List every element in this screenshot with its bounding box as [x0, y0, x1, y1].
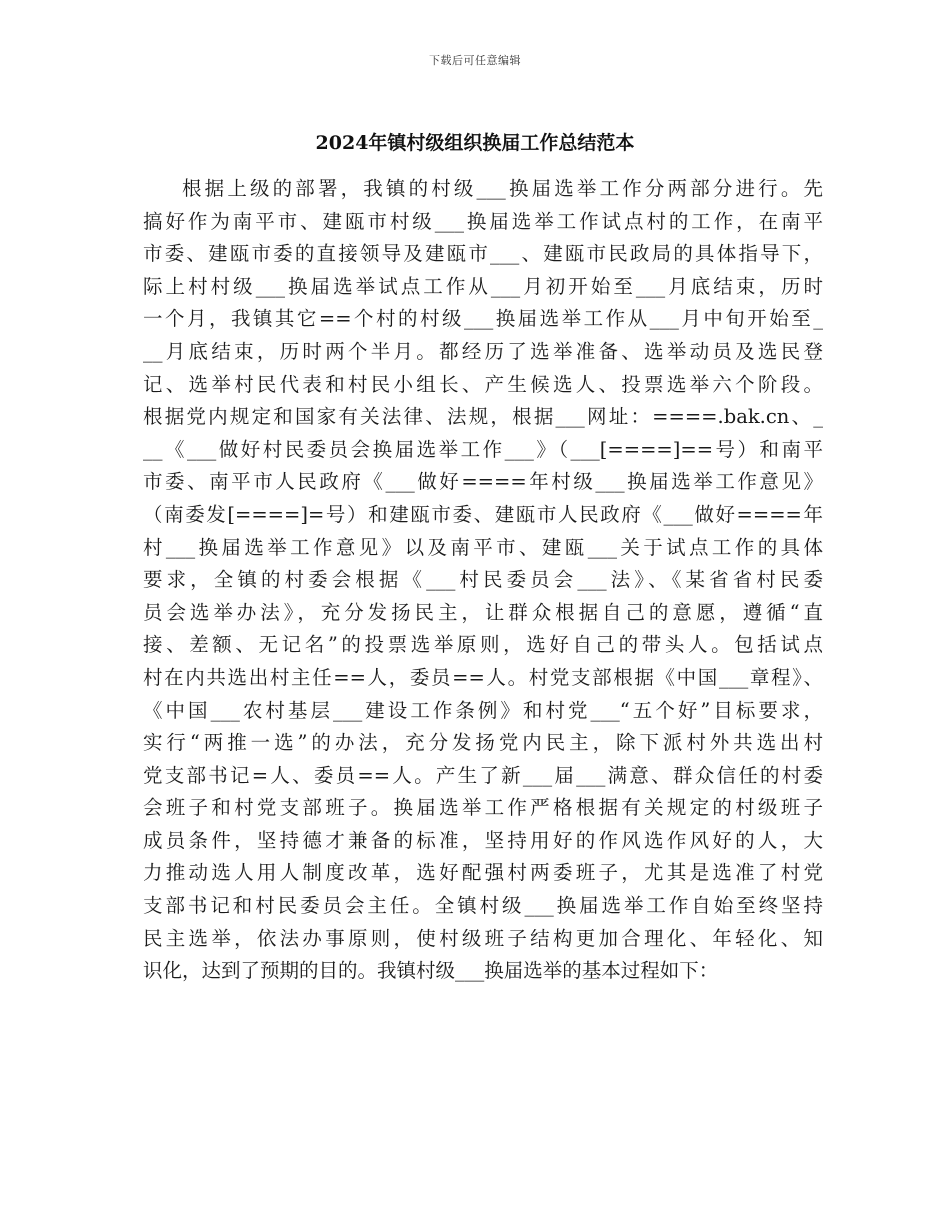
body-line: 要求，全镇的村委会根据《___村民委员会___法》、《某省省村民委 — [143, 568, 823, 592]
body-line: 党支部书记=人、委员==人。产生了新___届___满意、群众信任的村委 — [143, 763, 823, 787]
body-line: 民主选举，依法办事原则，使村级班子结构更加合理化、年轻化、知 — [143, 926, 823, 950]
body-line: 根据上级的部署，我镇的村级___换届选举工作分两部分进行。先 — [182, 177, 823, 200]
body-line: 力推动选人用人制度改革，选好配强村两委班子，尤其是选准了村党 — [143, 861, 823, 885]
body-line: 支部书记和村民委员会主任。全镇村级___换届选举工作自始至终坚持 — [143, 894, 823, 918]
body-line: 村___换届选举工作意见》以及南平市、建瓯___关于试点工作的具体 — [143, 535, 823, 559]
body-line: 记、选举村民代表和村民小组长、产生候选人、投票选举六个阶段。 — [143, 372, 823, 396]
body-line: 识化，达到了预期的目的。我镇村级___换届选举的基本过程如下： — [143, 959, 719, 983]
body-line: 实行“两推一选”的办法，充分发扬党内民主，除下派村外共选出村 — [143, 731, 823, 755]
body-line: 一个月，我镇其它==个村的村级___换届选举工作从___月中旬开始至_ — [143, 307, 823, 331]
body-line: 搞好作为南平市、建瓯市村级___换届选举工作试点村的工作，在南平 — [143, 209, 823, 233]
body-line: 际上村村级___换届选举试点工作从___月初开始至___月底结束，历时 — [143, 274, 823, 298]
body-line: 成员条件，坚持德才兼备的标准，坚持用好的作风选作风好的人，大 — [143, 828, 823, 852]
body-line: 市委、南平市人民政府《___做好====年村级___换届选举工作意见》 — [143, 470, 823, 494]
body-line: 接、差额、无记名”的投票选举原则，选好自己的带头人。包括试点 — [143, 633, 823, 657]
body-line: __《___做好村民委员会换届选举工作___》（___[====]==号）和南平 — [143, 437, 823, 461]
document-title: 2024年镇村级组织换届工作总结范本 — [315, 132, 635, 154]
body-line: 《中国___农村基层___建设工作条例》和村党___“五个好”目标要求， — [143, 698, 823, 722]
body-line: 市委、建瓯市委的直接领导及建瓯市___、建瓯市民政局的具体指导下， — [143, 242, 823, 266]
body-line: 村在内共选出村主任==人，委员==人。村党支部根据《中国___章程》、 — [143, 665, 823, 689]
body-text — [143, 173, 823, 988]
body-line: （南委发[====]=号）和建瓯市委、建瓯市人民政府《___做好====年 — [143, 502, 823, 526]
header-note: 下载后可任意编辑 — [429, 54, 521, 67]
body-line: 根据党内规定和国家有关法律、法规，根据___网址：====.bak.cn、_ — [143, 405, 823, 429]
body-line: 员会选举办法》，充分发扬民主，让群众根据自己的意愿，遵循“直 — [143, 600, 823, 624]
body-line: __月底结束，历时两个半月。都经历了选举准备、选举动员及选民登 — [143, 339, 823, 363]
body-line: 会班子和村党支部班子。换届选举工作严格根据有关规定的村级班子 — [143, 796, 823, 820]
